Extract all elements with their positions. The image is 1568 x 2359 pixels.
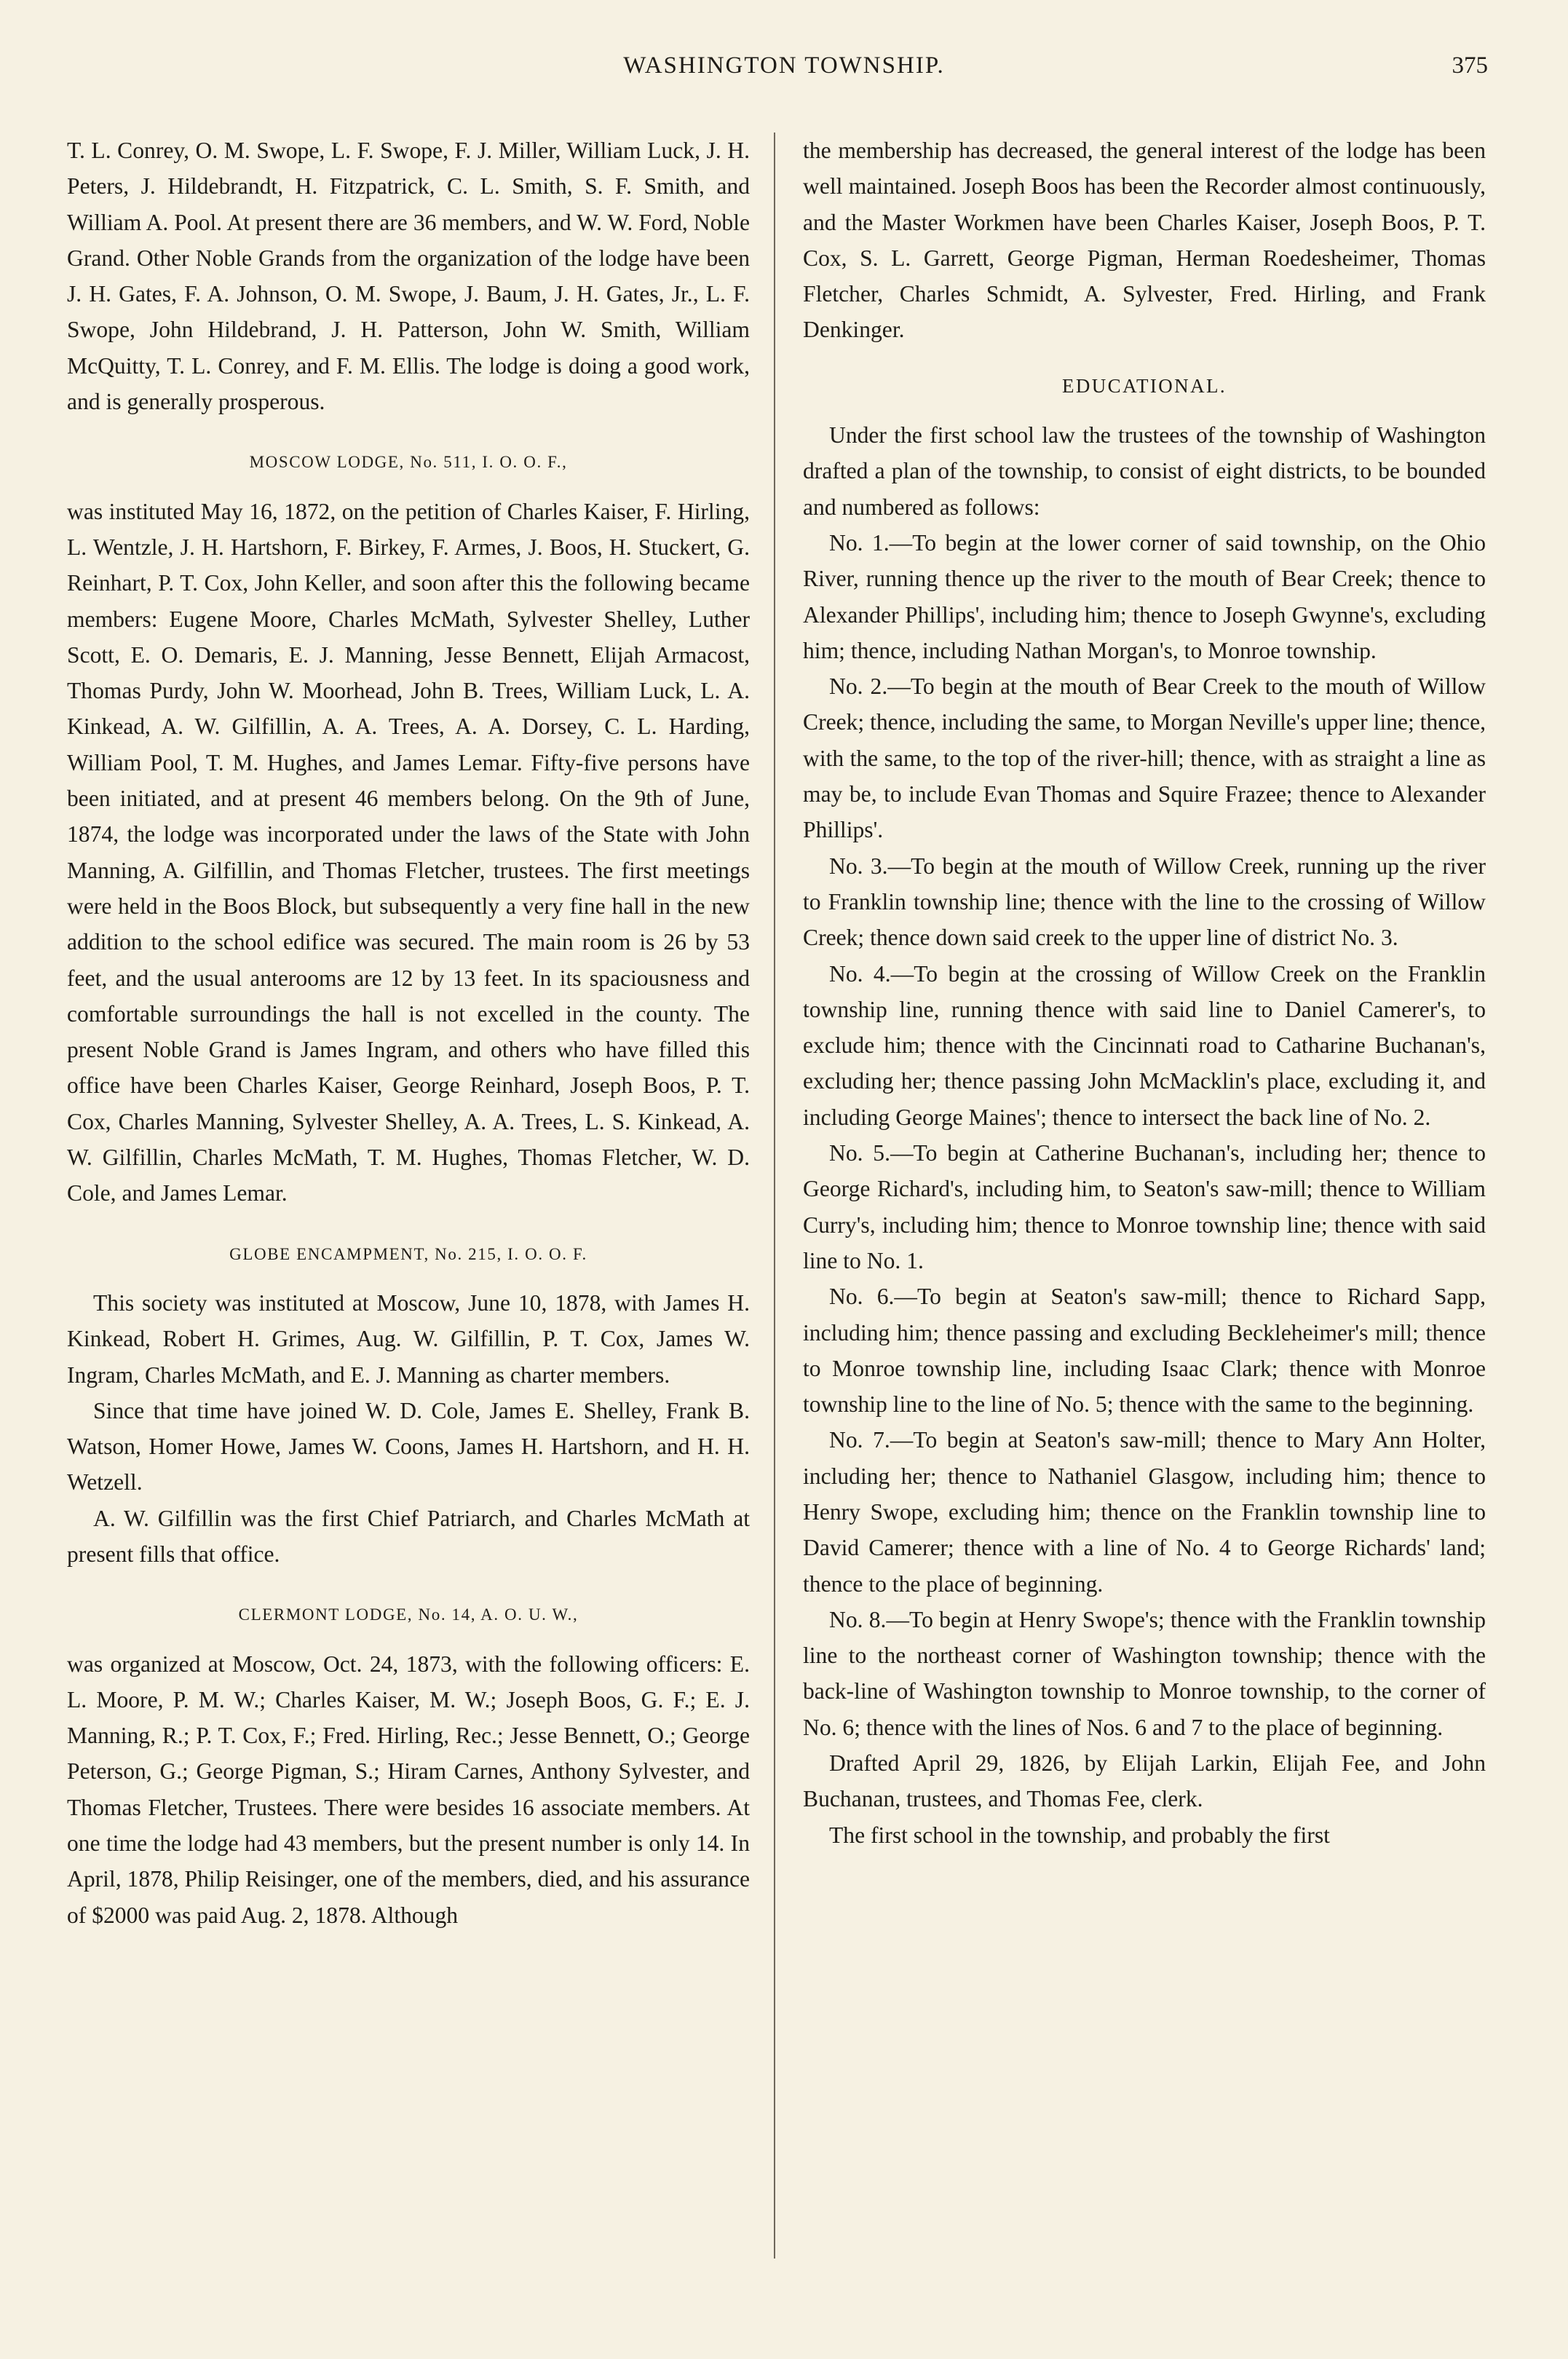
paragraph-moscow-lodge: was instituted May 16, 1872, on the petition of Charles Kaiser, F. Hirling, L. Wentzle, J. H. Hartshorn, F. Birkey, F. Armes, J. Boos, H. Stuckert, G. Reinhart, P. T. Cox, John Keller, and soon after this the following became members: Eugene Moore, Charles McMath, Sylvester Shelley, Luther Scott, E. O. Demaris, E. J. Manning, Jesse Bennett, Elijah Armacost, Thomas Purdy, John W. Moorhead, John B. Trees, William Luck, L. A. Kinkead, A. W. Gilfillin, A. A. Trees, A. A. Dorsey, C. L. Harding, William Pool, T. M. Hughes, and James Lemar. Fifty-five persons have been initiated, and at present 46 members belong. On the 9th of June, 1874, the lodge was incorporated under the laws of the State with John Manning, A. Gilfillin, and Thomas Fletcher, trustees. The first meetings were held in the Boos Block, but subsequently a very fine hall in the new addition to the school edifice was secured. The main room is 26 by 53 feet, and the usual anterooms are 12 by 13 feet. In its spaciousness and comfortable surroundings the hall is not excelled in the county. The present Noble Grand is James Ingram, and others who have filled this office have been Charles Kaiser, George Reinhard, Joseph Boos, P. T. Cox, Charles Manning, Sylvester Shelley, A. A. Trees, L. S. Kinkead, A. W. Gilfillin, Charles McMath, T. M. Hughes, Thomas Fletcher, W. D. Cole, and James Lemar. [67,498,750,1206]
paragraph-district-6: No. 6.—To begin at Seaton's saw-mill; thence to Richard Sapp, including him; thence passing and excluding Beckleheimer's mill; thence to Monroe township line, including Isaac Clark; thence with Monroe township line to the line of No. 5; thence with the same to the beginning. [803,1284,1486,1418]
paragraph-district-8: No. 8.—To begin at Henry Swope's; thence with the Franklin township line to the northeast corner of Washington township; thence with the back-line of Washington township to Monroe township, to the corner of No. 6; thence with the lines of Nos. 6 and 7 to the place of beginning. [803,1606,1486,1740]
running-title: WASHINGTON TOWNSHIP. [623,52,945,79]
paragraph-continued: the membership has decreased, the general interest of the lodge has been well maintained. Joseph Boos has been the Recorder almost continuously, and the Master Workmen have been Charles Kaiser, Joseph Boos, P. T. Cox, S. L. Garrett, George Pigman, Herman Roedesheimer, Thomas Fletcher, Charles Schmidt, A. Sylvester, Fred. Hirling, and Frank Denkinger. [803,138,1486,343]
left-column [67,133,750,1933]
paragraph-clermont-lodge: was organized at Moscow, Oct. 24, 1873, with the following officers: E. L. Moore, P. M. W.; Charles Kaiser, M. W.; Joseph Boos, G. F.; E. J. Manning, R.; P. T. Cox, F.; Fred. Hirling, Rec.; Jesse Bennett, O.; George Peterson, G.; George Pigman, S.; Hiram Carnes, Anthony Sylvester, and Thomas Fletcher, Trustees. There were besides 16 associate members. At one time the lodge had 43 members, but the present number is only 14. In April, 1878, Philip Reisinger, one of the members, died, and his assurance of $2000 was paid Aug. 2, 1878. Although [67,1651,750,1928]
paragraph-district-2: No. 2.—To begin at the mouth of Bear Creek to the mouth of Willow Creek; thence, including the same, to Morgan Neville's upper line; thence, with the same, to the top of the river-hill; thence, with as straight a line as may be, to include Evan Thomas and Squire Frazee; thence to Alexander Phillips'. [803,673,1486,843]
heading-clermont-lodge: CLERMONT LODGE, No. 14, A. O. U. W., [238,1605,579,1624]
paragraph-district-1: No. 1.—To begin at the lower corner of said township, on the Ohio River, running thence up the river to the mouth of Bear Creek; thence to Alexander Phillips', including him; thence to Joseph Gwynne's, excluding him; thence, including Nathan Morgan's, to Monroe township. [803,529,1486,663]
right-column [803,133,1486,1853]
paragraph-drafted: Drafted April 29, 1826, by Elijah Larkin, Elijah Fee, and John Buchanan, trustees, and Thomas Fee, clerk. [803,1750,1486,1812]
paragraph-opening: T. L. Conrey, O. M. Swope, L. F. Swope, F. J. Miller, William Luck, J. H. Peters, J. Hildebrandt, H. Fitzpatrick, C. L. Smith, S. F. Smith, and William A. Pool. At present there are 36 members, and W. W. Ford, Noble Grand. Other Noble Grands from the organization of the lodge have been J. H. Gates, F. A. Johnson, O. M. Swope, J. Baum, J. H. Gates, Jr., L. F. Swope, John Hildebrand, J. H. Patterson, John W. Smith, William McQuitty, T. L. Conrey, and F. M. Ellis. The lodge is doing a good work, and is generally prosperous. [67,138,750,415]
paragraph-globe-1: This society was instituted at Moscow, June 10, 1878, with James H. Kinkead, Robert H. Grimes, Aug. W. Gilfillin, P. T. Cox, James W. Ingram, Charles McMath, and E. J. Manning as charter members. [67,1289,750,1388]
paragraph-globe-2: Since that time have joined W. D. Cole, James E. Shelley, Frank B. Watson, Homer Howe, James W. Coons, James H. Hartshorn, and H. H. Wetzell. [67,1397,750,1495]
paragraph-district-3: No. 3.—To begin at the mouth of Willow Creek, running up the river to Franklin township line; thence with the line to the crossing of Willow Creek; thence down said creek to the upper line of district No. 3. [803,853,1486,951]
heading-moscow-lodge: MOSCOW LODGE, No. 511, I. O. O. F., [249,453,568,472]
paragraph-district-5: No. 5.—To begin at Catherine Buchanan's, including her; thence to George Richard's, including him, to Seaton's saw-mill; thence to William Curry's, including him; thence to Monroe township line; thence with said line to No. 1. [803,1140,1486,1273]
paragraph-district-7: No. 7.—To begin at Seaton's saw-mill; thence to Mary Ann Holter, including her; thence to Nathaniel Glasgow, including him; thence to Henry Swope, excluding him; thence on the Franklin township line to David Camerer; thence with a line of No. 4 to George Richards' land; thence to the place of beginning. [803,1427,1486,1597]
paragraph-school-law: Under the first school law the trustees of the township of Washington drafted a plan of the township, to consist of eight districts, to be bounded and numbered as follows: [803,422,1486,520]
heading-educational: EDUCATIONAL. [1061,374,1227,397]
heading-globe-encampment: GLOBE ENCAMPMENT, No. 215, I. O. O. F. [229,1244,587,1263]
paragraph-first-school: The first school in the township, and probably the first [829,1822,1330,1848]
column-divider [774,133,775,2259]
paragraph-globe-3: A. W. Gilfillin was the first Chief Patriarch, and Charles McMath at present fills that office. [67,1505,750,1567]
page-number: 375 [1452,52,1488,79]
running-head [0,52,1568,89]
paragraph-district-4: No. 4.—To begin at the crossing of Willow Creek on the Franklin township line, running thence with said line to Daniel Camerer's, to exclude him; thence with the Cincinnati road to Catharine Buchanan's, excluding her; thence passing John McMacklin's place, excluding it, and including George Maines'; thence to intersect the back line of No. 2. [803,960,1486,1130]
